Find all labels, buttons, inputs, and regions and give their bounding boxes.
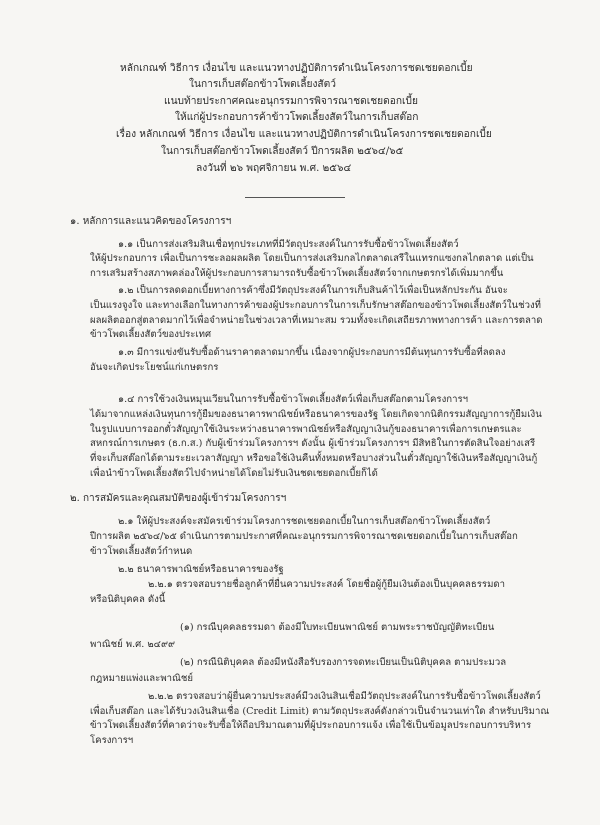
subsection-heading: ๒.๒ ธนาคารพาณิชย์หรือธนาคารของรัฐ [118,564,284,575]
paragraph-line: ข้าวโพดเลี้ยงสัตว์ที่คาดว่าจะรับซื้อให้ถือปริมาณตามที่ผู้ประกอบการแจ้ง เพื่อใช้เป็นข้อมูลประกอบการบริหาร [90,720,532,731]
header-subject-line: เรื่อง หลักเกณฑ์ วิธีการ เงื่อนไข และแนวทางปฏิบัติการดำเนินโครงการชดเชยดอกเบี้ย [116,129,492,140]
paragraph-line: ข้าวโพดเลี้ยงสัตว์ของประเทศ [90,329,212,340]
header-production-year-line: ในการเก็บสต๊อกข้าวโพดเลี้ยงสัตว์ ปีการผลิต ๒๕๖๔/๖๕ [161,146,404,157]
paragraph-line: (๑) กรณีบุคคลธรรมดา ต้องมีใบทะเบียนพาณิชย์ ตามพระราชบัญญัติทะเบียน [180,622,495,633]
paragraph-line: ให้ผู้ประกอบการ เพื่อเป็นการชะลอผลผลิต โดยเป็นการส่งเสริมกลไกตลาดเสรีในแทรกแซงกลไกตลาด แต่เป็น [90,253,534,264]
header-subtitle-line: ในการเก็บสต๊อกข้าวโพดเลี้ยงสัตว์ [189,79,336,90]
paragraph-line: ที่จะเก็บสต๊อกได้ตามระยะเวลาสัญญา หรือขอใช้เงินคืนทั้งหมดหรือบางส่วนในตั๋วสัญญาใช้เงินหรือสัญญาเงินกู้ [90,453,538,464]
paragraph-line: ผลผลิตออกสู่ตลาดมากไว้เพื่อจำหน่ายในช่วงเวลาที่เหมาะสม รวมทั้งจะเกิดเสถียรภาพทางการค้า และการตลาด [90,315,543,326]
paragraph-line: ๒.๑ ให้ผู้ประสงค์จะสมัครเข้าร่วมโครงการชดเชยดอกเบี้ยในการเก็บสต๊อกข้าวโพดเลี้ยงสัตว์ [118,516,491,527]
paragraph-line: สหกรณ์การเกษตร (ธ.ก.ส.) กับผู้เข้าร่วมโครงการฯ ดังนั้น ผู้เข้าร่วมโครงการฯ มีสิทธิในการตัดสินใจอย่างเสรี [90,438,536,449]
paragraph-line: กฎหมายแพ่งและพาณิชย์ [90,673,194,684]
paragraph-line: การเสริมสร้างสภาพคล่องให้ผู้ประกอบการสามารถรับซื้อข้าวโพดเลี้ยงสัตว์จากเกษตรกรได้เพิ่มมากขึ้น [90,268,504,279]
paragraph-line: อันจะเกิดประโยชน์แก่เกษตรกร [90,362,219,373]
paragraph-line: พาณิชย์ พ.ศ. ๒๔๙๙ [90,639,175,650]
section-heading: ๒. การสมัครและคุณสมบัติของผู้เข้าร่วมโครงการฯ [70,493,287,504]
paragraph-line: ๒.๒.๑ ตรวจสอบรายชื่อลูกค้าที่ยื่นความประสงค์ โดยชื่อผู้กู้ยืมเงินต้องเป็นบุคคลธรรมดา [148,579,506,590]
header-divider [245,197,345,198]
header-recipient-line: ให้แก่ผู้ประกอบการค้าข้าวโพดเลี้ยงสัตว์ในการเก็บสต๊อก [175,112,419,123]
paragraph-line: ๑.๑ เป็นการส่งเสริมสินเชื่อทุกประเภทที่มีวัตถุประสงค์ในการรับซื้อข้าวโพดเลี้ยงสัตว์ [118,239,459,250]
paragraph-line: ข้าวโพดเลี้ยงสัตว์กำหนด [90,546,193,557]
paragraph-line: ๒.๒.๒ ตรวจสอบว่าผู้ยื่นความประสงค์มีวงเงินสินเชื่อมีวัตถุประสงค์ในการรับซื้อข้าวโพดเลี้ยงสัตว์ [148,691,541,702]
paragraph-line: ๑.๒ เป็นการลดดอกเบี้ยทางการค้าซึ่งมีวัตถุประสงค์ในการเก็บสินค้าไว้เพื่อเป็นหลักประกัน อันจะ [118,285,508,296]
paragraph-line: (๒) กรณีนิติบุคคล ต้องมีหนังสือรับรองการจดทะเบียนเป็นนิติบุคคล ตามประมวล [180,657,507,668]
paragraph-line: ปีการผลิต ๒๕๖๔/๖๕ ดำเนินการตามประกาศที่คณะอนุกรรมการพิจารณาชดเชยดอกเบี้ยในการเก็บสต๊อก [90,531,518,542]
paragraph-line: เพื่อเก็บสต๊อก และได้รับวงเงินสินเชื่อ (Credit Limit) ตามวัตถุประสงค์ดังกล่าวเป็นจำนวนเท่าใด สำหรับปริมาณ [90,706,550,717]
paragraph-line: ในรูปแบบการออกตั๋วสัญญาใช้เงินระหว่างธนาคารพาณิชย์หรือสัญญาเงินกู้ของธนาคารเพื่อการเกษตรและ [90,424,522,435]
paragraph-line: ๑.๓ มีการแข่งขันรับซื้อด้านราคาตลาดมากขึ้น เนื่องจากผู้ประกอบการมีต้นทุนการรับซื้อที่ลดลง [118,347,506,358]
paragraph-line: ๑.๔ การใช้วงเงินหมุนเวียนในการรับซื้อข้าวโพดเลี้ยงสัตว์เพื่อเก็บสต๊อกตามโครงการฯ [118,394,469,405]
header-date-line: ลงวันที่ ๒๖ พฤศจิกายน พ.ศ. ๒๕๖๔ [196,163,352,174]
paragraph-line: ได้มาจากแหล่งเงินทุนการกู้ยืมของธนาคารพาณิชย์หรือธนาคารของรัฐ โดยเกิดจากนิติกรรมสัญญาการกู้ยืมเงิน [90,409,542,420]
header-annex-line: แนบท้ายประกาศคณะอนุกรรมการพิจารณาชดเชยดอกเบี้ย [164,96,418,107]
paragraph-line: เป็นแรงจูงใจ และทางเลือกในทางการค้าของผู้ประกอบการในการเก็บรักษาสต๊อกของข้าวโพดเลี้ยงสัตว์ในช่วงที่ [90,300,541,311]
paragraph-line: เพื่อนำข้าวโพดเลี้ยงสัตว์ไปจำหน่ายได้โดยไม่รับเงินชดเชยดอกเบี้ยก็ได้ [90,468,378,479]
paragraph-line: หรือนิติบุคคล ดังนี้ [90,594,166,605]
section-heading: ๑. หลักการและแนวคิดของโครงการฯ [70,216,232,227]
header-title-line: หลักเกณฑ์ วิธีการ เงื่อนไข และแนวทางปฏิบัติการดำเนินโครงการชดเชยดอกเบี้ย [120,63,473,74]
paragraph-line: โครงการฯ [90,735,134,746]
